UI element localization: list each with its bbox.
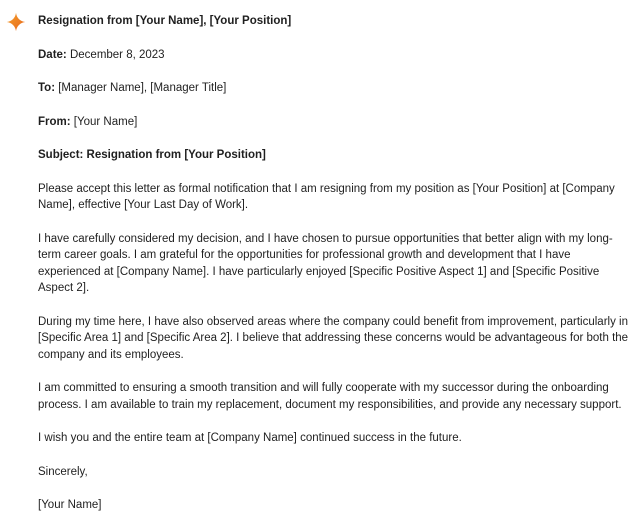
subject-line: Subject: Resignation from [Your Position]: [38, 149, 266, 161]
assistant-response: [38, 13, 630, 514]
paragraph-notice: Please accept this letter as formal notification that I am resigning from my position as [Your Position] at [Company Name], effective [Your Last Day of Work].: [38, 182, 615, 211]
from-value: [Your Name]: [73, 115, 138, 128]
from-line: [38, 114, 630, 131]
to-line: [38, 80, 630, 97]
signature: [Your Name]: [38, 499, 102, 511]
letter-title: Resignation from [Your Name], [Your Position]: [38, 15, 292, 27]
sparkle-icon: [6, 12, 26, 32]
date-label: Date:: [38, 48, 67, 61]
paragraph-improvement: During my time here, I have also observed areas where the company could benefit from improvement, particularly in [Specific Area 1] and [Specific Area 2]. I believe that addressing these concerns would be advantageous for both the company and its employees.: [38, 315, 629, 361]
paragraph-transition: I am committed to ensuring a smooth transition and will fully cooperate with my successor during the onboarding process. I am available to train my replacement, document my responsibilities, and provide any necessary support.: [38, 382, 622, 411]
closing: Sincerely,: [38, 465, 88, 478]
date-value: December 8, 2023: [69, 48, 165, 61]
from-label: From:: [38, 115, 71, 128]
to-label: To:: [38, 82, 56, 94]
paragraph-wishes: I wish you and the entire team at [Company Name] continued success in the future.: [38, 432, 462, 444]
date-line: [38, 47, 630, 64]
to-value: [Manager Name], [Manager Title]: [58, 82, 227, 94]
paragraph-gratitude: I have carefully considered my decision, and I have chosen to pursue opportunities that better align with my long-term career goals. I am grateful for the opportunities for professional growth and development that I have experienced at [Company Name]. I have particularly enjoyed [Specific Positive Aspect 1] and [Specific Positive Aspect 2].: [38, 232, 613, 294]
